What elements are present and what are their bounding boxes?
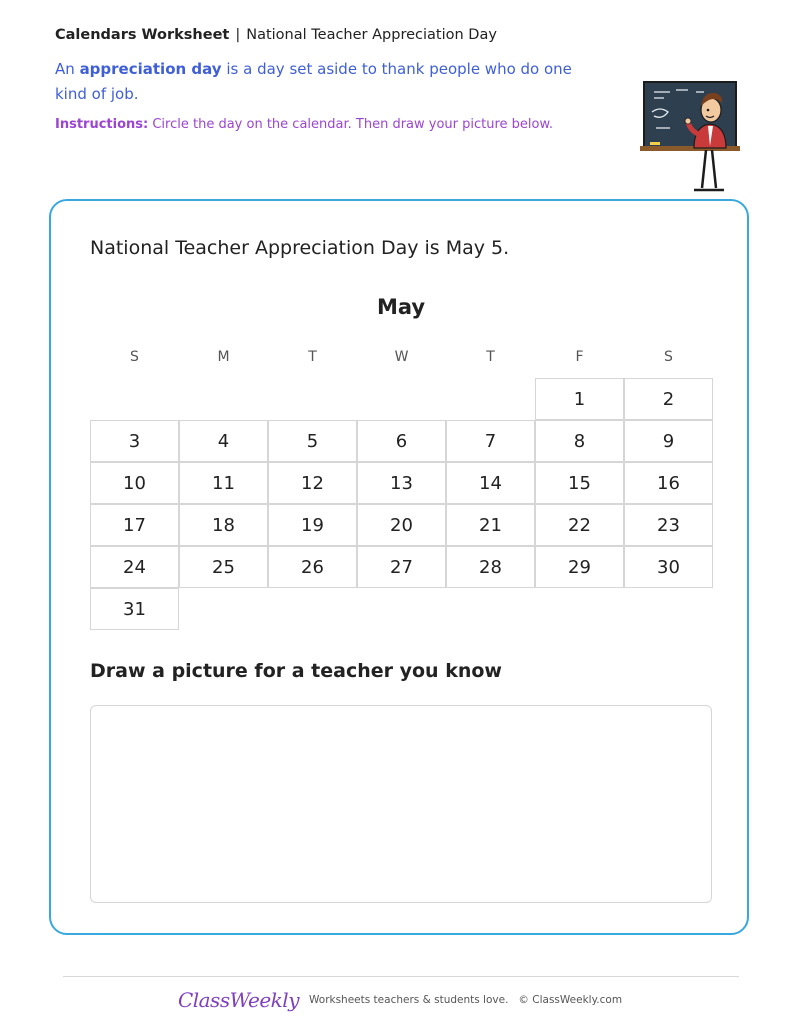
worksheet-topic: National Teacher Appreciation Day [246, 27, 497, 43]
calendar-day-cell[interactable]: 14 [446, 462, 535, 504]
worksheet-header [55, 27, 497, 43]
calendar-day-cell[interactable]: 22 [535, 504, 624, 546]
calendar-day-cell[interactable]: 18 [179, 504, 268, 546]
calendar-day-cell[interactable]: 7 [446, 420, 535, 462]
definition-text [55, 57, 595, 107]
calendar-day-cell[interactable]: 8 [535, 420, 624, 462]
calendar-month-title: May [376, 295, 426, 319]
calendar-day-cell[interactable]: 3 [90, 420, 179, 462]
calendar-day-cell[interactable]: 30 [624, 546, 713, 588]
calendar-day-cell[interactable]: 28 [446, 546, 535, 588]
calendar-day-cell[interactable]: 24 [90, 546, 179, 588]
calendar-day-cell[interactable]: 29 [535, 546, 624, 588]
calendar-day-cell[interactable]: 20 [357, 504, 446, 546]
calendar-day-cell[interactable]: 9 [624, 420, 713, 462]
draw-section-heading: Draw a picture for a teacher you know [90, 660, 502, 682]
calendar-day-cell[interactable]: 27 [357, 546, 446, 588]
definition-suffix: is a day set aside to thank people who do one kind of job. [55, 60, 572, 103]
teacher-eye [707, 109, 710, 112]
teacher-illustration [636, 78, 746, 196]
teacher-hand [685, 118, 691, 124]
calendar-day-cell[interactable]: 12 [268, 462, 357, 504]
calendar-day-cell[interactable]: 16 [624, 462, 713, 504]
footer [0, 988, 800, 1012]
chalk [650, 142, 660, 145]
weekday-header: F [575, 349, 584, 365]
weekday-header: W [394, 349, 409, 365]
calendar-day-cell[interactable]: 4 [179, 420, 268, 462]
calendar-day-cell[interactable]: 25 [179, 546, 268, 588]
calendar-day-cell[interactable]: 10 [90, 462, 179, 504]
instructions-text: Circle the day on the calendar. Then draw your picture below. [152, 117, 554, 132]
weekday-header: S [664, 349, 673, 365]
header-separator: | [235, 27, 241, 43]
calendar-day-cell[interactable]: 5 [268, 420, 357, 462]
calendar-day-cell[interactable]: 15 [535, 462, 624, 504]
weekday-header: S [130, 349, 139, 365]
calendar-day-cell[interactable]: 1 [535, 378, 624, 420]
calendar-day-cell[interactable]: 19 [268, 504, 357, 546]
instructions-label: Instructions: [55, 117, 149, 132]
calendar-day-cell[interactable]: 2 [624, 378, 713, 420]
calendar-day-cell[interactable]: 21 [446, 504, 535, 546]
definition-term: appreciation day [79, 60, 222, 78]
holiday-statement: National Teacher Appreciation Day is May 5. [90, 237, 510, 259]
weekday-header: M [217, 349, 230, 365]
weekday-header: T [486, 349, 495, 365]
calendar-day-cell[interactable]: 13 [357, 462, 446, 504]
footer-copyright: © ClassWeekly.com [518, 994, 623, 1006]
drawing-area[interactable] [90, 705, 712, 903]
calendar-day-cell[interactable]: 31 [90, 588, 179, 630]
calendar-day-cell[interactable]: 23 [624, 504, 713, 546]
weekday-header: T [308, 349, 317, 365]
footer-divider [63, 976, 739, 977]
calendar-day-cell[interactable]: 17 [90, 504, 179, 546]
easel-stand [694, 150, 724, 190]
worksheet-title: Calendars Worksheet [55, 27, 230, 43]
definition-prefix: An [55, 60, 75, 78]
calendar-day-cell[interactable]: 26 [268, 546, 357, 588]
calendar-day-cell[interactable]: 11 [179, 462, 268, 504]
footer-tagline: Worksheets teachers & students love. [309, 994, 509, 1006]
instructions [55, 117, 553, 132]
calendar-day-cell[interactable]: 6 [357, 420, 446, 462]
classweekly-logo: ClassWeekly [177, 988, 299, 1012]
